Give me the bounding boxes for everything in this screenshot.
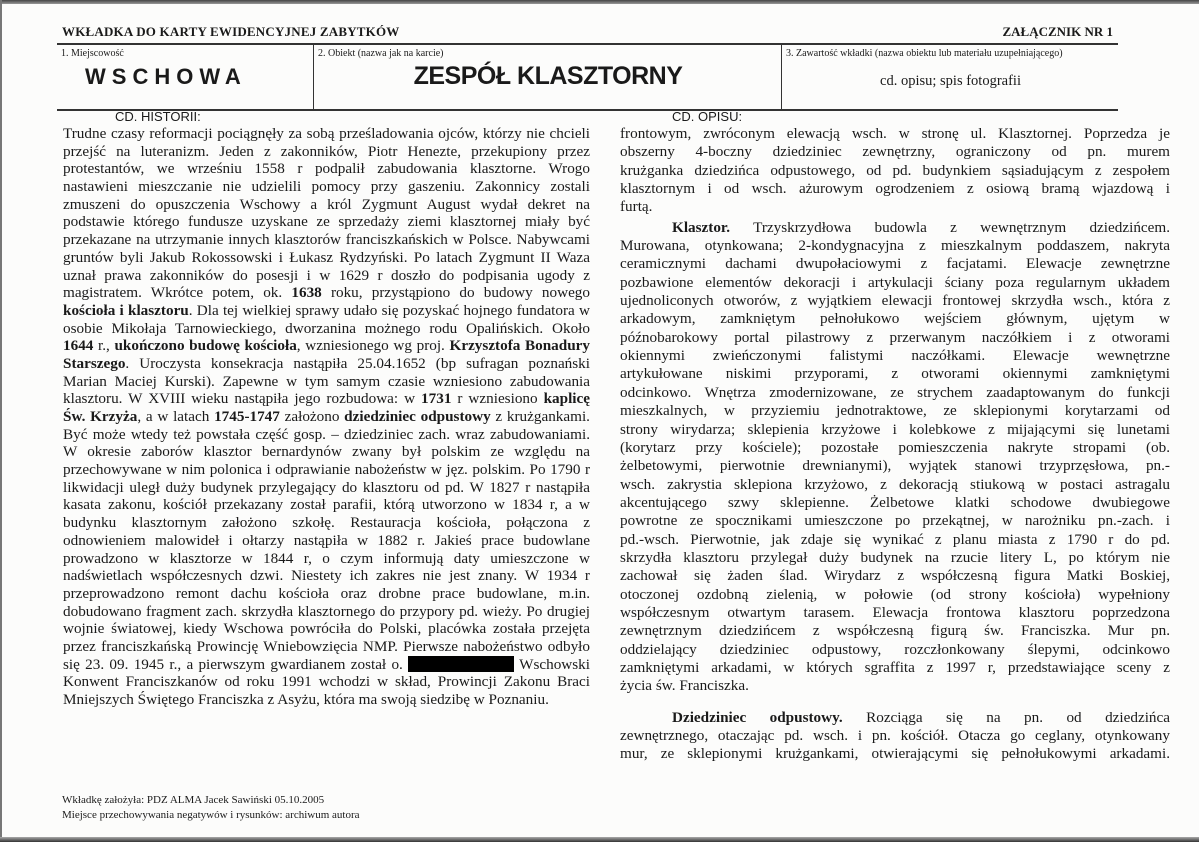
- text-segment: Być może wtedy też powstała część gosp. – dziedziniec zach. wraz zabudowaniami.: [63, 425, 590, 443]
- text-segment: odnowieniem malowideł i ołtarzy nastąpiła w 1882 r. Jakieś prace budowlane: [63, 531, 590, 549]
- text-segment: życia św. Franciszka.: [620, 677, 749, 695]
- text-line: [63, 479, 590, 497]
- scan-edge-left: [0, 0, 2, 842]
- text-line: [620, 457, 1170, 475]
- text-line: [620, 237, 1170, 255]
- text-line: [63, 302, 590, 320]
- bold-text: Św. Krzyża: [63, 408, 138, 425]
- text-line: [620, 709, 1170, 727]
- text-segment: założono: [279, 408, 345, 425]
- text-line: [63, 355, 590, 373]
- text-line: [63, 267, 590, 285]
- text-line: [620, 659, 1170, 677]
- text-segment: żelbetowymi, pierwotnie drewnianymi), wyjątek stanowi trzyprzęsłowa, pn.-: [620, 457, 1170, 475]
- text-line: [63, 603, 590, 621]
- text-line: [63, 160, 590, 178]
- text-line: [63, 426, 590, 444]
- text-segment: frontowym, zwróconym elewacją wsch. w stronę ul. Klasztornej. Poprzedza je: [620, 125, 1170, 142]
- text-segment: gruntów byli Jakub Rokossowski i Łukasz Rydzyński. Po latach Zygmunt II Waza: [63, 248, 590, 266]
- text-segment: klasztoru. W XVIII wieku nastąpiła jego rozbudowa: w: [63, 390, 422, 408]
- text-segment: likwidacji uległ duży budynek przylegający do klasztoru od pd. W 1827 r nastąpiła: [63, 478, 590, 496]
- paragraph: [63, 125, 590, 709]
- text-segment: przejść na luteranizm. Jeden z zakonników, Piotr Henezte, przekupiony przez: [63, 142, 590, 160]
- paragraph: [620, 709, 1170, 764]
- history-heading: CD. HISTORII:: [115, 109, 201, 124]
- text-line: [63, 638, 590, 656]
- text-segment: W okresie zaborów klasztor bernardynów zwany był polskim ze względu na: [63, 443, 590, 461]
- text-line: [63, 532, 590, 550]
- text-line: [63, 196, 590, 214]
- text-segment: kasata zakonu, kościół przekazany został parafii, którą utworzono w 1834 r, a w: [63, 496, 590, 514]
- text-line: [620, 567, 1170, 585]
- text-segment: zamkniętymi arkadami, w których sgraffita z 1997 r, przedstawiające sceny z: [620, 658, 1170, 676]
- bold-text: Klasztor.: [672, 218, 731, 236]
- text-segment: wsch. zakrystia sklepiona krzyżowo, z dekoracją stiukową w postaci astragalu: [620, 475, 1170, 493]
- text-line: [620, 727, 1170, 745]
- text-segment: mur, ze sklepionymi krużgankami, otwierającymi się pełnołukowymi arkadami.: [620, 745, 1170, 763]
- history-column: [63, 125, 590, 709]
- text-line: [620, 549, 1170, 567]
- text-line: [620, 347, 1170, 365]
- paragraph: [620, 219, 1170, 696]
- text-segment: ceramicznymi dachami dwupołaciowymi z facjatami. Elewacje zewnętrzne: [620, 255, 1170, 273]
- text-segment: otoczonej ozdobną zielenią, w połowie (od strony kościoła) wypełniony: [620, 585, 1170, 603]
- text-segment: zewnętrznego, otaczając pd. wsch. i pn. kościół. Otacza go ceglany, otynkowany: [620, 727, 1170, 744]
- text-line: [63, 373, 590, 391]
- text-line: [620, 125, 1170, 143]
- paragraph: [620, 125, 1170, 217]
- text-line: [620, 476, 1170, 494]
- text-segment: Trudne czasy reformacji pociągnęły za sobą prześladowania ojców, którzy nie chcieli: [63, 125, 590, 142]
- text-segment: odcinkowo. Wnętrza zmodernizowane, ze strychem zaadaptowanym do funkcji: [620, 383, 1170, 401]
- text-segment: nastawieni mieszczanie nie udzielili pomocy przy gaszeniu. Zakonnicy zostali: [63, 178, 590, 196]
- scan-edge-top: [0, 0, 1199, 4]
- text-line: [63, 550, 590, 568]
- text-segment: akcentującego szwy sklepienne. Żelbetowe klatki schodowe dwubiegowe: [620, 493, 1170, 511]
- text-segment: budynku klasztornym założono szkołę. Restauracja kościoła, połączona z: [63, 514, 590, 532]
- field-content: [781, 45, 1119, 109]
- text-segment: klasztornym i od wsch. ażurowym ogrodzeniem z osiową bramą wjazdową i: [620, 180, 1170, 198]
- text-line: [63, 143, 590, 161]
- bold-text: kościoła i klasztoru: [63, 301, 189, 319]
- text-line: [620, 604, 1170, 622]
- text-line: [620, 329, 1170, 347]
- text-segment: zachował się żaden ślad. Wirydarz z współczesną figura Matki Boskiej,: [620, 567, 1170, 585]
- text-segment: zewnętrznym dziedzińcem z współczesną figurą św. Franciszka. Mur pn.: [620, 622, 1170, 640]
- text-line: [620, 162, 1170, 180]
- text-segment: przeprowadzono remont dachu kościoła oraz drobne prace budowlane, m.in.: [63, 584, 590, 602]
- text-line: [63, 673, 590, 691]
- footer-storage: Miejsce przechowywania negatywów i rysunków: archiwum autora: [62, 809, 360, 821]
- bold-text: Starszego: [63, 354, 126, 372]
- text-segment: magistratem. Wkrótce potem, ok.: [63, 284, 292, 302]
- annex-number: ZAŁĄCZNIK NR 1: [1002, 24, 1113, 39]
- field-content-value: cd. opisu; spis fotografii: [880, 73, 1021, 89]
- text-segment: współczesnym otwartym tarasem. Elewacja frontowa klasztoru poprzedzona: [620, 603, 1170, 621]
- text-segment: uznał prawa zakonników do posesji i w 1629 r doszło do podpisania ugody z: [63, 266, 590, 284]
- text-line: [620, 219, 1170, 237]
- text-segment: nadświetlach współczesnych dzwi. Niestety ich zakres nie jest znany. W 1934 r: [63, 567, 590, 585]
- text-line: [620, 622, 1170, 640]
- bold-text: 1644: [63, 337, 94, 355]
- bold-text: ukończono budowę kościoła: [114, 337, 297, 355]
- bold-text: 1745-1747: [214, 408, 280, 425]
- text-line: [620, 677, 1170, 695]
- text-line: [620, 641, 1170, 659]
- field-object: [313, 45, 782, 109]
- bold-text: dziedziniec odpustowy: [344, 408, 491, 425]
- text-line: [620, 494, 1170, 512]
- field-content-label: 3. Zawartość wkładki (nazwa obiektu lub materiału uzupełniającego): [786, 48, 1063, 59]
- text-segment: roku, przystąpiono do budowy nowego: [321, 284, 590, 302]
- bold-text: Krzysztofa Bonadury: [449, 337, 590, 355]
- text-segment: arkadowym, zamkniętym pełnołukowo wejściem głównym, ujętym w: [620, 310, 1170, 328]
- text-segment: krużganka dziedzińca odpustowego, od pd. budynkiem sąsiadującym z zespołem: [620, 161, 1170, 179]
- text-line: [63, 620, 590, 638]
- text-line: [620, 180, 1170, 198]
- text-line: [620, 586, 1170, 604]
- text-line: [620, 402, 1170, 420]
- text-line: [63, 337, 590, 355]
- text-segment: dobudowano fragment zach. skrzydła klasztornego do przypory pd. wieży. Po drugiej: [63, 602, 590, 620]
- text-line: [63, 213, 590, 231]
- field-locality-label: 1. Miejscowość: [61, 48, 124, 59]
- text-segment: oddzielający dziedziniec odpustowy, rozczłonkowany ślepymi, odcinkowo: [620, 640, 1170, 658]
- redaction-bar: [408, 656, 514, 672]
- text-segment: okiennymi zwieńczonymi falistymi naczółkami. Elewacje wewnętrzne: [620, 347, 1170, 365]
- text-line: [620, 292, 1170, 310]
- text-line: [63, 567, 590, 585]
- text-segment: . Uroczysta konsekracja nastąpiła 25.04.1652 (bp sufragan poznański: [125, 354, 590, 372]
- text-segment: obszerny 4-boczny dziedziniec zewnętrzny, ograniczony od pn. murem: [620, 143, 1170, 161]
- text-segment: z krużgankami.: [490, 408, 590, 425]
- text-segment: pd.-wsch. Pierwotnie, jak zdaje się wynikać z planu miasta z 1790 r do pd.: [620, 530, 1170, 548]
- text-line: [63, 461, 590, 479]
- text-line: [63, 496, 590, 514]
- text-line: [63, 178, 590, 196]
- text-segment: protestantów, we wrześniu 1558 r podpalił zabudowania klasztorne. Wrogo: [63, 160, 590, 178]
- text-segment: osobie Mikołaja Tarnowieckiego, dworzanina możnego rodu Opalińskich. Około: [63, 319, 590, 337]
- description-column: [620, 125, 1170, 764]
- text-segment: Murowana, otynkowana; 2-kondygnacyjna z mieszkalnym poddaszem, nakryta: [620, 237, 1170, 255]
- field-locality: [57, 45, 313, 109]
- text-line: [620, 439, 1170, 457]
- text-segment: wojnie światowej, kiedy Wschowa powróciła do Polski, placówka została przejęta: [63, 620, 590, 638]
- text-line: [620, 143, 1170, 161]
- text-segment: artykułowane niskimi przyporami, z otworami okiennymi zamkniętymi: [620, 365, 1170, 383]
- text-segment: zmuszeni do opuszczenia Wschowy a król Zygmunt August wydał dekret na: [63, 195, 590, 213]
- bold-text: kaplicę: [543, 390, 590, 408]
- text-line: [63, 408, 590, 426]
- bold-text: 1731: [421, 390, 452, 408]
- text-segment: Marian Maciej Kurski). Zapewne w tym samym czasie wzniesiono zabudowania: [63, 372, 590, 390]
- text-segment: Mniejszych Świętego Franciszka z Asyżu, która ma swoją siedzibę w Poznaniu.: [63, 691, 549, 708]
- field-object-value: ZESPÓŁ KLASZTORNY: [413, 62, 683, 90]
- text-segment: przekazane na utrzymanie innych klasztorów franciszkańskich w Polsce. Nabywcami: [63, 231, 590, 249]
- text-segment: mieszkalnych, w przyziemiu jednotraktowe, ze sklepionymi korytarzami od: [620, 402, 1170, 420]
- text-line: [620, 365, 1170, 383]
- text-segment: ujednoliconych otworów, z wyjątkiem elewacji frontowej skrzydła wsch., która z: [620, 292, 1170, 310]
- text-line: [620, 421, 1170, 439]
- text-segment: pozbawione elementów dekoracji i artykulacji ściany poza regularnym układem: [620, 273, 1170, 291]
- text-line: [63, 231, 590, 249]
- text-line: [63, 656, 590, 674]
- text-line: [620, 531, 1170, 549]
- footer-created-by: Wkładkę założyła: PDZ ALMA Jacek Sawiński 05.10.2005: [62, 794, 325, 806]
- text-line: [63, 443, 590, 461]
- text-segment: przez franciszkańską Prowincję Wniebowzięcia NMP. Pierwsze nabożeństwo odbyło: [63, 637, 590, 655]
- text-segment: Rozciąga się na pn. od dziedzińca: [842, 708, 1170, 726]
- bold-text: Dziedziniec odpustowy.: [672, 708, 843, 726]
- text-segment: przechowywane w nim polonica i odprawianie nabożeństw w jęz. polskim. Po 1790 r: [63, 461, 590, 479]
- text-line: [63, 585, 590, 603]
- text-segment: , a w latach: [137, 408, 215, 425]
- text-line: [63, 125, 590, 143]
- text-line: [63, 249, 590, 267]
- text-segment: Trzyskrzydłowa budowla z wewnętrznym dziedzińcem.: [730, 218, 1170, 236]
- text-line: [620, 255, 1170, 273]
- text-line: [63, 390, 590, 408]
- bold-text: 1638: [291, 284, 322, 302]
- text-segment: prowadzono w klasztorze w 1844 r, o czym informują daty umieszczone w: [63, 549, 590, 567]
- text-segment: . Dla tej wielkiej sprawy udało się pozyskać hojnego fundatora w: [188, 301, 590, 319]
- description-heading: CD. OPISU:: [672, 109, 743, 124]
- text-segment: r.,: [93, 337, 115, 355]
- text-segment: skrzydła klasztoru przylegał duży budynek na rzucie litery L, po którym nie: [620, 548, 1170, 566]
- text-segment: się 23. 09. 1945 r., a pierwszym gwardianem został o.: [63, 655, 409, 673]
- field-object-label: 2. Obiekt (nazwa jak na karcie): [318, 48, 444, 59]
- text-line: [620, 274, 1170, 292]
- text-line: [63, 514, 590, 532]
- header-fields-box: [57, 43, 1118, 111]
- text-segment: powrotne ze spocznikami umieszczone po przekątnej, w narożniku pn.-zach. i: [620, 512, 1170, 530]
- text-line: [620, 310, 1170, 328]
- text-line: [620, 745, 1170, 763]
- text-segment: , wzniesionego wg proj.: [296, 337, 450, 355]
- field-locality-value: WSCHOWA: [85, 64, 247, 89]
- text-segment: Wschowski: [514, 655, 590, 673]
- text-segment: furtą.: [620, 198, 653, 216]
- text-segment: strony wirydarza; sklepienia krzyżowe i kolebkowe z mijającymi się lunetami: [620, 420, 1170, 438]
- text-segment: (korytarz przy kościele); pozostałe pomieszczenia nakryte stropami (ob.: [620, 438, 1170, 456]
- text-line: [63, 320, 590, 338]
- text-line: [620, 198, 1170, 216]
- text-segment: późnobarokowy portal pilastrowy z przerwanym naczółkiem i z otworami: [620, 328, 1170, 346]
- text-segment: podstawie którego fundusze uzyskane ze sprzedaży ziemi klasztornej miały być: [63, 213, 590, 231]
- text-line: [620, 512, 1170, 530]
- text-segment: r wzniesiono: [451, 390, 544, 408]
- text-segment: Konwent Franciszkanów od roku 1991 wchodzi w skład, Prowincji Zakonu Braci: [63, 673, 590, 691]
- text-line: [620, 384, 1170, 402]
- document-title: WKŁADKA DO KARTY EWIDENCYJNEJ ZABYTKÓW: [62, 24, 400, 39]
- scan-edge-bottom: [0, 837, 1199, 842]
- text-line: [63, 284, 590, 302]
- text-line: [63, 691, 590, 709]
